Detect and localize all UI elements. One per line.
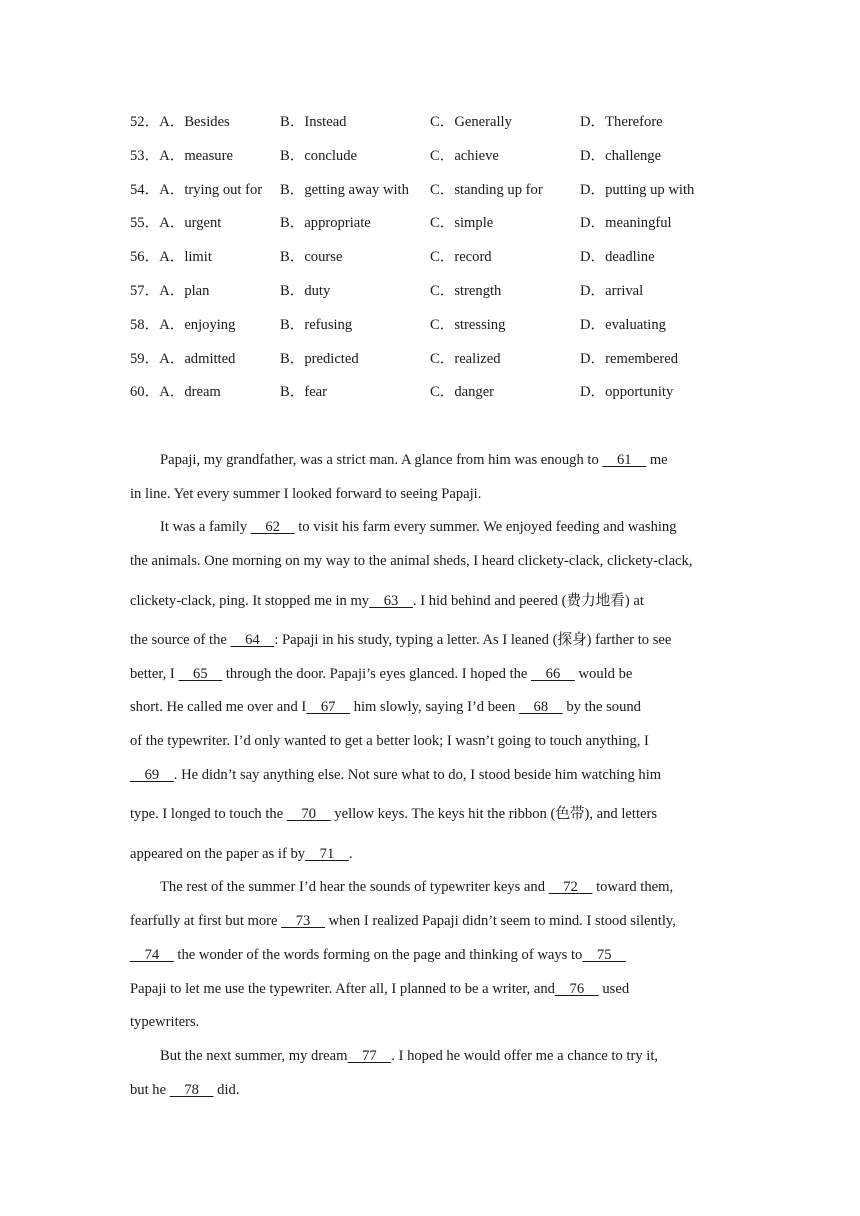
- passage-line: [130, 483, 481, 505]
- passage-text: did.: [213, 1082, 240, 1098]
- answer-blank: 71: [305, 846, 349, 862]
- passage-text: through the door. Papaji’s eyes glanced. I hoped the: [222, 666, 532, 682]
- passage-text: clickety-clack, ping. It stopped me in my: [130, 593, 370, 609]
- answer-blank: 69: [130, 767, 174, 783]
- passage-text: . I hoped he would offer me a chance to try it,: [391, 1048, 659, 1064]
- answer-options-table: [130, 110, 770, 414]
- answer-blank: 77: [347, 1048, 392, 1064]
- passage-text: toward them,: [592, 879, 674, 895]
- passage-line: [130, 550, 692, 572]
- answer-blank: 78: [169, 1082, 214, 1098]
- passage-line: [160, 516, 677, 538]
- passage-line: [130, 663, 632, 685]
- answer-blank: 63: [369, 593, 413, 609]
- passage-text: of the typewriter. I’d only wanted to get a better look; I wasn’t going to touch anything, I: [130, 733, 649, 749]
- passage-line: [130, 910, 676, 932]
- passage-line: [130, 629, 671, 651]
- passage-line: [130, 730, 649, 752]
- passage-text: fearfully at first but more: [130, 913, 282, 929]
- option-c: C．standing up for: [430, 181, 543, 198]
- answer-blank: 72: [548, 879, 593, 895]
- passage-text: me: [646, 452, 668, 468]
- option-d: D．evaluating: [580, 316, 666, 333]
- answer-blank: 73: [281, 913, 325, 929]
- passage-text: used: [598, 981, 630, 997]
- option-a: 55．A．urgent: [130, 215, 222, 232]
- option-a: 59．A．admitted: [130, 350, 236, 367]
- passage-text: the wonder of the words forming on the page and thinking of ways to: [173, 947, 583, 963]
- passage-text: by the sound: [562, 699, 641, 715]
- option-d: D．opportunity: [580, 384, 674, 401]
- passage-line: [160, 449, 668, 471]
- answer-blank: 75: [582, 947, 627, 963]
- passage-text: Papaji to let me use the typewriter. After all, I planned to be a writer, and: [130, 981, 555, 997]
- passage-line: [130, 843, 352, 865]
- option-c: C．simple: [430, 215, 494, 232]
- passage-text: The rest of the summer I’d hear the sounds of typewriter keys and: [160, 879, 549, 895]
- question-option-row: [130, 245, 770, 279]
- passage-text: to visit his farm every summer. We enjoyed feeding and washing: [294, 519, 677, 535]
- option-d: D．Therefore: [580, 114, 663, 130]
- option-c: C．record: [430, 249, 492, 266]
- passage-line: [130, 803, 657, 825]
- answer-blank: 68: [518, 699, 563, 715]
- passage-text: typewriters.: [130, 1014, 200, 1030]
- answer-blank: 74: [130, 947, 174, 963]
- question-option-row: [130, 347, 770, 381]
- passage-text: but he: [130, 1082, 170, 1098]
- option-b: B．appropriate: [280, 215, 371, 232]
- option-b: B．fear: [280, 384, 328, 401]
- option-b: B．Instead: [280, 114, 347, 130]
- option-a: 53．A．measure: [130, 147, 233, 164]
- passage-line: [160, 1045, 658, 1067]
- passage-text: Papaji, my grandfather, was a strict man. A glance from him was enough to: [160, 452, 603, 468]
- passage-line: [130, 978, 629, 1000]
- passage-text: in line. Yet every summer I looked forward to seeing Papaji.: [130, 486, 482, 502]
- option-b: B．refusing: [280, 316, 353, 333]
- option-d: D．meaningful: [580, 215, 672, 232]
- answer-blank: 76: [554, 981, 599, 997]
- passage-text: type. I longed to touch the: [130, 806, 287, 822]
- option-d: D．challenge: [580, 147, 662, 164]
- passage-text: : Papaji in his study, typing a letter. As I leaned (探身) farther to see: [274, 632, 672, 648]
- option-a: 54．A．trying out for: [130, 181, 263, 198]
- option-b: B．predicted: [280, 350, 359, 367]
- passage-text: when I realized Papaji didn’t seem to mind. I stood silently,: [324, 913, 676, 929]
- passage-text: better, I: [130, 666, 179, 682]
- answer-blank: 66: [531, 666, 575, 682]
- option-a: 57．A．plan: [130, 282, 210, 299]
- answer-blank: 64: [230, 632, 275, 648]
- passage-text: the animals. One morning on my way to the animal sheds, I heard clickety-clack, clickety-clack,: [130, 553, 693, 569]
- option-c: C．stressing: [430, 316, 506, 333]
- passage-text: . I hid behind and peered (费力地看) at: [412, 593, 644, 609]
- passage-line: [130, 1079, 239, 1101]
- option-c: C．danger: [430, 384, 495, 401]
- option-c: C．achieve: [430, 147, 499, 164]
- passage-line: [130, 944, 626, 966]
- option-d: D．remembered: [580, 350, 679, 367]
- option-a: 56．A．limit: [130, 249, 212, 266]
- passage-line: [130, 764, 661, 786]
- passage-text: him slowly, saying I’d been: [350, 699, 519, 715]
- answer-blank: 67: [306, 699, 351, 715]
- option-c: C．realized: [430, 350, 501, 367]
- option-a: 60．A．dream: [130, 384, 221, 401]
- passage-line: [160, 876, 673, 898]
- answer-blank: 70: [286, 806, 331, 822]
- passage-text: the source of the: [130, 632, 231, 648]
- answer-blank: 62: [250, 519, 295, 535]
- option-b: B．conclude: [280, 147, 358, 164]
- option-d: D．putting up with: [580, 181, 695, 198]
- option-d: D．arrival: [580, 282, 644, 299]
- passage-text: But the next summer, my dream: [160, 1048, 348, 1064]
- option-b: B．course: [280, 249, 343, 266]
- passage-text: yellow keys. The keys hit the ribbon (色带), and letters: [330, 806, 658, 822]
- option-a: 52．A．Besides: [130, 114, 230, 130]
- option-a: 58．A．enjoying: [130, 316, 236, 333]
- passage-line: [130, 1011, 199, 1033]
- passage-text: It was a family: [160, 519, 251, 535]
- option-c: C．Generally: [430, 114, 512, 130]
- answer-blank: 65: [178, 666, 223, 682]
- passage-line: [130, 590, 644, 612]
- question-option-row: [130, 144, 770, 178]
- option-c: C．strength: [430, 282, 502, 299]
- answer-blank: 61: [602, 452, 647, 468]
- passage-text: appeared on the paper as if by: [130, 846, 306, 862]
- option-b: B．getting away with: [280, 181, 409, 198]
- passage-text: short. He called me over and I: [130, 699, 307, 715]
- question-option-row: [130, 313, 770, 347]
- option-d: D．deadline: [580, 249, 655, 266]
- option-b: B．duty: [280, 282, 331, 299]
- question-option-row: [130, 211, 770, 245]
- question-option-row: [130, 110, 770, 144]
- question-option-row: [130, 279, 770, 313]
- question-option-row: [130, 380, 770, 414]
- passage-text: . He didn’t say anything else. Not sure what to do, I stood beside him watching him: [173, 767, 662, 783]
- passage-text: .: [348, 846, 353, 862]
- passage-text: would be: [574, 666, 633, 682]
- passage-line: [130, 696, 641, 718]
- question-option-row: [130, 178, 770, 212]
